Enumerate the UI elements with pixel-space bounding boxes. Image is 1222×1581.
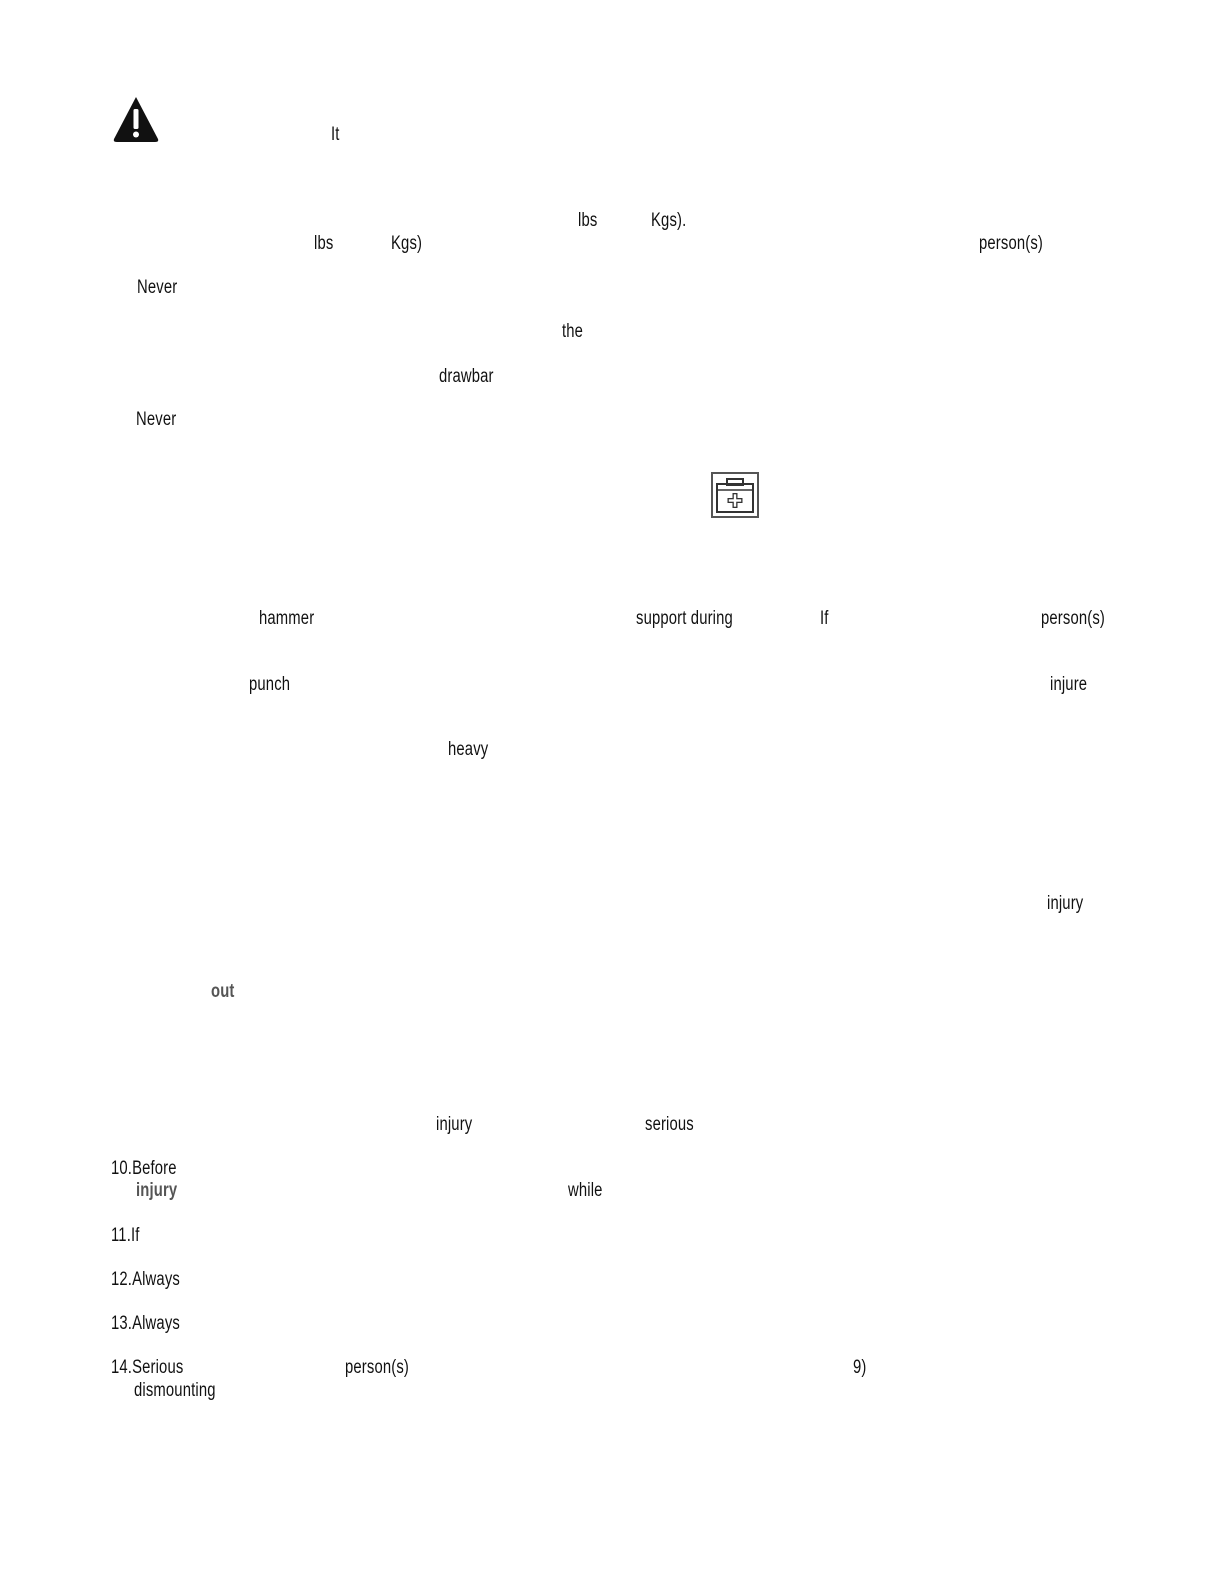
text-fragment-drawbar: drawbar bbox=[439, 366, 494, 387]
text-fragment-injure: injure bbox=[1050, 674, 1088, 695]
text-fragment-persons: person(s) bbox=[979, 233, 1044, 254]
text-fragment-injury: injury bbox=[436, 1114, 473, 1135]
text-fragment-punch: punch bbox=[249, 674, 291, 695]
text-fragment-hammer: hammer bbox=[259, 608, 315, 629]
text-fragment-dismounting: dismounting bbox=[134, 1380, 216, 1401]
text-fragment-serious: serious bbox=[645, 1114, 694, 1135]
text-fragment-persons: person(s) bbox=[345, 1357, 410, 1378]
text-fragment-out: out bbox=[211, 981, 235, 1002]
text-fragment-9: 9) bbox=[853, 1357, 867, 1378]
list-item-13-start: 13.Always bbox=[111, 1313, 180, 1334]
text-fragment-heavy: heavy bbox=[448, 739, 489, 760]
list-item-14-start: 14.Serious bbox=[111, 1357, 184, 1378]
text-fragment-it: It bbox=[331, 124, 340, 145]
first-aid-kit-icon bbox=[711, 472, 759, 518]
text-fragment-lbs: lbs bbox=[578, 210, 598, 231]
text-fragment-lbs: lbs bbox=[314, 233, 334, 254]
list-item-11-start: 11.If bbox=[111, 1225, 140, 1246]
warning-triangle-icon bbox=[111, 94, 161, 144]
text-fragment-the: the bbox=[562, 321, 584, 342]
list-item-10-start: 10.Before bbox=[111, 1158, 177, 1179]
text-fragment-never: Never bbox=[137, 277, 178, 298]
text-fragment-never: Never bbox=[136, 409, 177, 430]
text-fragment-if: If bbox=[820, 608, 829, 629]
text-fragment-support-during: support during bbox=[636, 608, 733, 629]
text-fragment-while: while bbox=[568, 1180, 603, 1201]
text-fragment-injury: injury bbox=[136, 1180, 178, 1201]
list-item-12-start: 12.Always bbox=[111, 1269, 180, 1290]
text-fragment-kgs: Kgs) bbox=[391, 233, 423, 254]
text-fragment-kgs: Kgs). bbox=[651, 210, 687, 231]
text-fragment-injury: injury bbox=[1047, 893, 1084, 914]
text-fragment-persons: person(s) bbox=[1041, 608, 1106, 629]
